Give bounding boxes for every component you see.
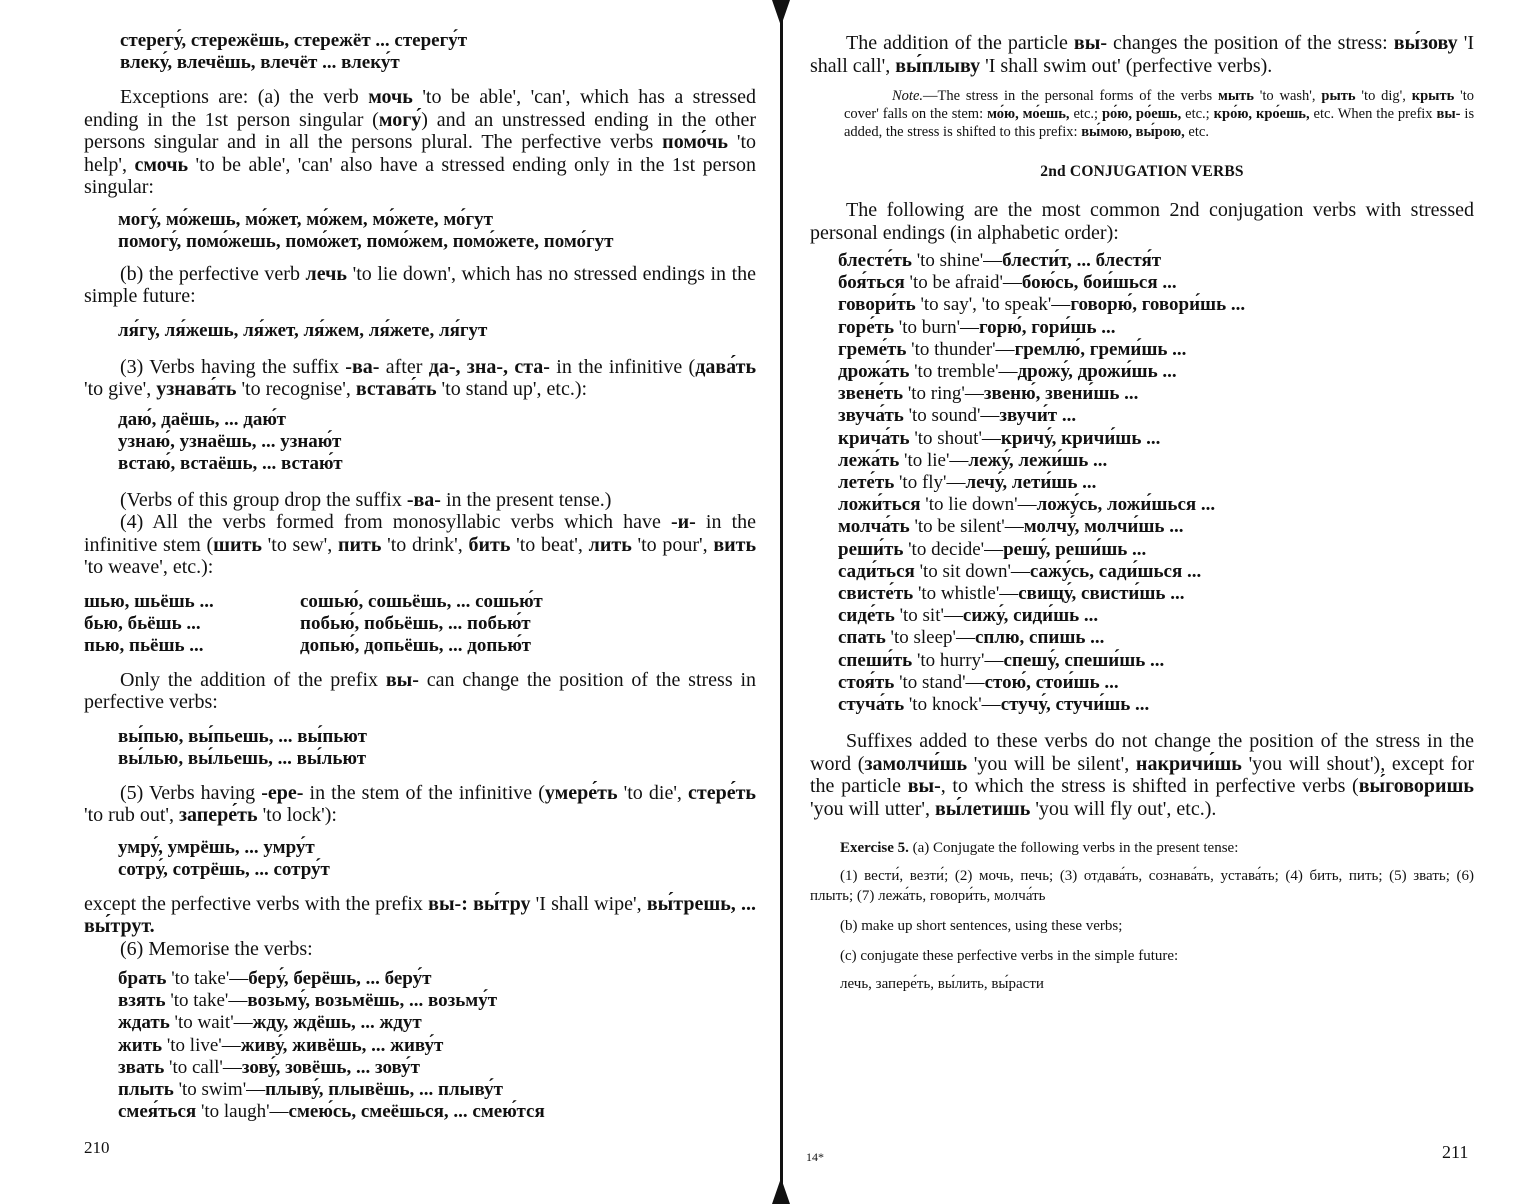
list-item: лете́ть 'to fly'—лечу́, лети́шь ... (838, 472, 1097, 494)
table-cell: пью, пьёшь ... (84, 634, 204, 656)
exercise-b: (b) make up short sentences, using these verbs; (840, 918, 1123, 935)
conjugation-line: влеку́, влечёшь, влечёт ... влеку́т (120, 52, 400, 73)
list-item: молча́ть 'to be silent'—молчу́, молчи́шь ... (838, 516, 1184, 538)
conjugation-line: умру́, умрёшь, ... умру́т (118, 836, 315, 858)
suffix-va-paragraph: (3) Verbs having the suffix -ва- after да-, зна-, ста- in the infinitive (дава́ть 'to give', узнава́ть 'to recognise', встава́ть 'to stand up', etc.): (84, 355, 757, 400)
dayu-forms (84, 409, 756, 475)
list-item: ждать 'to wait'—жду, ждёшь, ... ждут (118, 1012, 422, 1034)
umru-forms (84, 837, 756, 881)
particle-vy-paragraph: The addition of the particle вы- changes the position of the stress: вы́зову 'I shall call', вы́плыву 'I shall swim out' (perfective verbs). (810, 32, 1474, 77)
book-spine (772, 0, 790, 1204)
conjugation-line: могу́, мо́жешь, мо́жет, мо́жем, мо́жете, мо́гут (118, 208, 493, 230)
list-item: смея́ться 'to laugh'—смею́сь, смеёшься, ... смею́тся (118, 1101, 545, 1123)
list-item: стоя́ть 'to stand'—стою́, стои́шь ... (838, 671, 1119, 693)
right-page (790, 0, 1532, 1204)
table-cell: бью, бьёшь ... (84, 612, 201, 634)
table-cell: сошью́, сошьёшь, ... сошью́т (300, 590, 543, 612)
list-item: свисте́ть 'to whistle'—свищу́, свисти́шь ... (838, 583, 1185, 605)
list-item: боя́ться 'to be afraid'—бою́сь, бои́шься ... (838, 272, 1177, 294)
except-vytru-paragraph: except the perfective verbs with the prefix вы-: вы́тру 'I shall wipe', вы́трешь, ... вы́трут. (84, 892, 757, 937)
exercise-c: (c) conjugate these perfective verbs in the simple future: (840, 948, 1179, 965)
list-item: греме́ть 'to thunder'—гремлю́, греми́шь ... (838, 338, 1187, 360)
list-item: жить 'to live'—живу́, живёшь, ... живу́т (118, 1034, 444, 1056)
conjugation-line: даю́, даёшь, ... даю́т (118, 408, 286, 430)
list-item: лежа́ть 'to lie'—лежу́, лежи́шь ... (838, 449, 1108, 471)
signature-mark: 14* (806, 1150, 824, 1164)
drop-suffix-paragraph: (Verbs of this group drop the suffix -ва- in the present tense.) (120, 488, 612, 511)
lyagu-forms (84, 320, 756, 342)
conjugation-line: вы́лью, вы́льешь, ... вы́льют (118, 747, 367, 769)
exercise-c-list: лечь, запере́ть, вы́лить, вы́расти (840, 976, 1044, 993)
list-item: сиде́ть 'to sit'—сижу́, сиди́шь ... (838, 605, 1099, 627)
top-conjugation-lines (84, 30, 756, 74)
vypyu-forms (84, 726, 756, 770)
list-item: реши́ть 'to decide'—решу́, реши́шь ... (838, 538, 1147, 560)
list-item: плыть 'to swim'—плыву́, плывёшь, ... плыву́т (118, 1079, 503, 1101)
list-item: спать 'to sleep'—сплю, спишь ... (838, 627, 1105, 649)
conjugation-line: помогу́, помо́жешь, помо́жет, помо́жем, помо́жете, помо́гут (118, 230, 614, 252)
list-item: взять 'to take'—возьму́, возьмёшь, ... возьму́т (118, 990, 498, 1012)
table-cell: шью, шьёшь ... (84, 590, 214, 612)
page-number-left: 210 (84, 1138, 110, 1157)
list-item: блесте́ть 'to shine'—блести́т, ... блестя́т (838, 250, 1162, 271)
list-item: крича́ть 'to shout'—кричу́, кричи́шь ... (838, 427, 1161, 449)
list-item: спеши́ть 'to hurry'—спешу́, спеши́шь ... (838, 649, 1165, 671)
list-item: звене́ть 'to ring'—звеню́, звени́шь ... (838, 383, 1139, 405)
exercise-5 (810, 838, 1474, 994)
conjugation-line: встаю́, встаёшь, ... встаю́т (118, 452, 343, 474)
conjugation-line: ля́гу, ля́жешь, ля́жет, ля́жем, ля́жете, ля́гут (118, 319, 488, 341)
conjugation-line: вы́пью, вы́пьешь, ... вы́пьют (118, 725, 367, 747)
list-item: говори́ть 'to say', 'to speak'—говорю́, говори́шь ... (838, 294, 1246, 316)
monosyllabic-paragraph: (4) All the verbs formed from monosyllabic verbs which have -и- in the infinitive stem (шить 'to sew', пить 'to drink', бить 'to beat', лить 'to pour', вить 'to weave', etc.): (84, 511, 757, 578)
conjugation-line: стерегу́, стережёшь, стережёт ... стерегу́т (120, 30, 468, 51)
intro-paragraph: The following are the most common 2nd conjugation verbs with stressed personal endings (in alphabetic order): (810, 199, 1474, 244)
list-item: ложи́ться 'to lie down'—ложу́сь, ложи́шься ... (838, 494, 1216, 516)
memorise-heading: (6) Memorise the verbs: (120, 937, 313, 960)
list-item: стуча́ть 'to knock'—стучу́, стучи́шь ... (838, 694, 1150, 716)
section-heading: 2nd CONJUGATION VERBS (1040, 163, 1244, 180)
note-paragraph: Note.—The stress in the personal forms of the verbs мыть 'to wash', рыть 'to dig', крыть 'to cover' falls on the stem: мо́ю, мо́ешь, etc.; ро́ю, ро́ешь, etc.; кро́ю, кро́ешь, etc. When the prefix вы- is added, the stress is shifted to this prefix: вы́мою, вы́рою, etc. (844, 88, 1475, 140)
memorise-verb-list (84, 968, 756, 1123)
list-item: брать 'to take'—беру́, берёшь, ... беру́т (118, 968, 432, 989)
prefix-vy-paragraph: Only the addition of the prefix вы- can change the position of the stress in perfective verbs: (84, 668, 757, 713)
exceptions-paragraph: Exceptions are: (a) the verb мочь 'to be able', 'can', which has a stressed ending in the 1st person singular (могу́) and an unstressed ending in the other persons singular and in all the persons plural. The perfective verbs помо́чь 'to help', смочь 'to be able', 'can' also have a stressed ending only in the 1st person singular: (84, 86, 757, 198)
suffix-ere-paragraph: (5) Verbs having -ере- in the stem of the infinitive (умере́ть 'to die', стере́ть 'to rub out', запере́ть 'to lock'): (84, 781, 757, 826)
page-number-right: 211 (1442, 1142, 1469, 1162)
exercise-list: (1) вести́, везти́; (2) мочь, печь; (3) отдава́ть, сознава́ть, устава́ть; (4) бить, пить; (5) звать; (6) плыть; (7) лежа́ть, говори́ть, молча́ть (810, 868, 1474, 905)
exercise-a: Exercise 5. (a) Conjugate the following verbs in the present tense: (840, 840, 1239, 857)
list-item: горе́ть 'to burn'—горю́, гори́шь ... (838, 316, 1116, 338)
conjugation-line: сотру́, сотрёшь, ... сотру́т (118, 858, 330, 880)
table-cell: допью́, допьёшь, ... допью́т (300, 634, 531, 656)
table-cell: побью́, побьёшь, ... побью́т (300, 612, 531, 634)
lech-paragraph: (b) the perfective verb лечь 'to lie down', which has no stressed endings in the simple future: (84, 262, 757, 307)
list-item: сади́ться 'to sit down'—сажу́сь, сади́шься ... (838, 560, 1202, 582)
suffixes-paragraph: Suffixes added to these verbs do not change the position of the stress in the word (замолчи́шь 'you will be silent', накричи́шь 'you will shout'), except for the particle вы-, to which the stress is shifted in perfective verbs (вы́говоришь 'you will utter', вы́летишь 'you will fly out', etc.). (810, 730, 1475, 820)
conjugation-verb-list (810, 250, 1474, 716)
list-item: звуча́ть 'to sound'—звучи́т ... (838, 405, 1077, 427)
shyu-forms-table (84, 591, 756, 657)
list-item: звать 'to call'—зову́, зовёшь, ... зову́т (118, 1056, 420, 1078)
conjugation-line: узнаю́, узнаёшь, ... узнаю́т (118, 430, 342, 452)
list-item: дрожа́ть 'to tremble'—дрожу́, дрожи́шь ... (838, 361, 1177, 383)
mogu-forms (84, 209, 756, 253)
